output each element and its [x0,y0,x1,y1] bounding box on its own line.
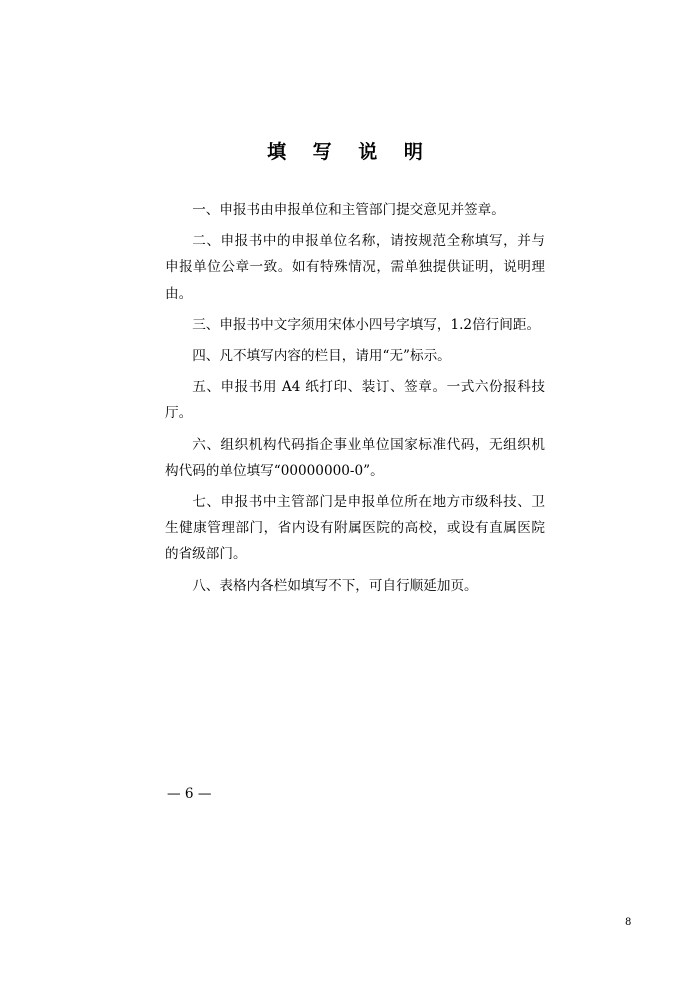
instruction-item-2: 二、申报书中的申报单位名称，请按规范全称填写，并与申报单位公章一致。如有特殊情况，需单独提供证明，说明理由。 [165,233,545,302]
instruction-item-4: 四、凡不填写内容的栏目，请用“无”标示。 [192,348,451,365]
instruction-item-1: 一、申报书由申报单位和主管部门提交意见并签章。 [192,202,505,218]
document-title: 填 写 说 明 [267,141,433,163]
instruction-item-3: 三、申报书中文字须用宋体小四号字填写，1.2倍行间距。 [192,316,541,333]
instruction-item-8: 八、表格内各栏如填写不下，可自行顺延加页。 [192,577,478,594]
instruction-item-6: 六、组织机构代码指企事业单位国家标准代码，无组织机构代码的单位填写“00000000-0”。 [165,436,545,479]
instruction-item-5: 五、申报书用 A4 纸打印、装订、签章。一式六份报科技厅。 [165,379,545,422]
instruction-item-7: 七、申报书中主管部门是申报单位所在地方市级科技、卫生健康管理部门，省内设有附属医院的高校，或设有直属医院的省级部门。 [165,494,545,563]
instructions-list [165,197,545,604]
sheet-number: 8 [625,917,632,928]
page-number: — 6 — [167,786,212,802]
